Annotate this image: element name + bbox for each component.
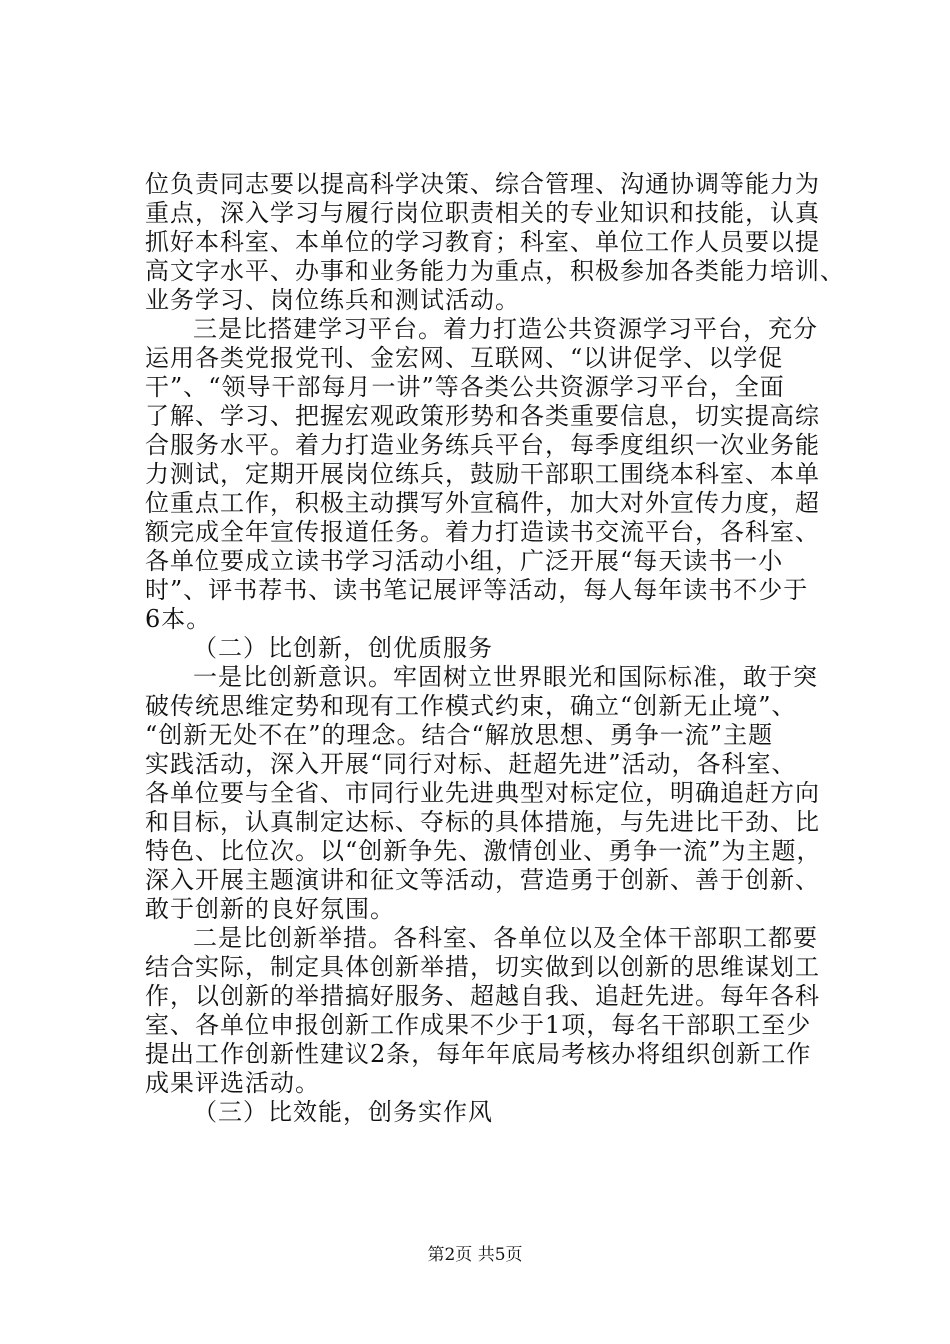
text-line: 特色、比位次。以“创新争先、激情创业、勇争一流”为主题，	[145, 837, 822, 865]
page-number-footer: 第2页 共5页	[427, 1245, 523, 1265]
text-line: 成果评选活动。	[145, 1069, 320, 1097]
text-line: 高文字水平、办事和业务能力为重点，积极参加各类能力培训、	[145, 257, 845, 285]
text-line: 业务学习、岗位练兵和测试活动。	[145, 286, 520, 314]
text-line: 深入开展主题演讲和征文等活动，营造勇于创新、善于创新、	[145, 866, 820, 894]
document-body	[145, 170, 845, 1127]
text-line: 一是比创新意识。牢固树立世界眼光和国际标准，敢于突	[193, 663, 818, 691]
text-line: 和目标，认真制定达标、夺标的具体措施，与先进比干劲、比	[145, 808, 820, 836]
text-line: （三）比效能，创务实作风	[193, 1098, 493, 1126]
text-line: 三是比搭建学习平台。着力打造公共资源学习平台，充分	[193, 315, 818, 343]
text-line: 室、各单位申报创新工作成果不少于1项，每名干部职工至少	[145, 1011, 812, 1039]
text-line: 重点，深入学习与履行岗位职责相关的专业知识和技能，认真	[145, 199, 820, 227]
text-line: 破传统思维定势和现有工作模式约束，确立“创新无止境”、	[145, 692, 797, 720]
text-line: 干”、“领导干部每月一讲”等各类公共资源学习平台，全面	[145, 373, 785, 401]
text-line: 提出工作创新性建议2条，每年年底局考核办将组织创新工作	[145, 1040, 812, 1068]
text-line: 了解、学习、把握宏观政策形势和各类重要信息，切实提高综	[145, 402, 820, 430]
text-line: 实践活动，深入开展“同行对标、赶超先进”活动，各科室、	[145, 750, 797, 778]
text-line: 各单位要与全省、市同行业先进典型对标定位，明确追赶方向	[145, 779, 820, 807]
text-line: 结合实际，制定具体创新举措，切实做到以创新的思维谋划工	[145, 953, 820, 981]
text-line: （二）比创新，创优质服务	[193, 634, 493, 662]
text-line: 各单位要成立读书学习活动小组，广泛开展“每天读书一小	[145, 547, 784, 575]
text-line: 抓好本科室、本单位的学习教育；科室、单位工作人员要以提	[145, 228, 820, 256]
text-line: 额完成全年宣传报道任务。着力打造读书交流平台，各科室、	[145, 518, 820, 546]
text-line: “创新无处不在”的理念。结合“解放思想、勇争一流”主题	[145, 721, 774, 749]
text-line: 力测试，定期开展岗位练兵，鼓励干部职工围绕本科室、本单	[145, 460, 820, 488]
text-line: 时”、评书荐书、读书笔记展评等活动，每人每年读书不少于	[145, 576, 809, 604]
text-line: 作，以创新的举措搞好服务、超越自我、追赶先进。每年各科	[145, 982, 820, 1010]
text-line: 合服务水平。着力打造业务练兵平台，每季度组织一次业务能	[145, 431, 820, 459]
text-line: 二是比创新举措。各科室、各单位以及全体干部职工都要	[193, 924, 818, 952]
text-line: 位重点工作，积极主动撰写外宣稿件，加大对外宣传力度，超	[145, 489, 820, 517]
text-line: 敢于创新的良好氛围。	[145, 895, 395, 923]
text-line: 位负责同志要以提高科学决策、综合管理、沟通协调等能力为	[145, 170, 820, 198]
text-line: 运用各类党报党刊、金宏网、互联网、“以讲促学、以学促	[145, 344, 784, 372]
text-line: 6本。	[145, 605, 212, 633]
